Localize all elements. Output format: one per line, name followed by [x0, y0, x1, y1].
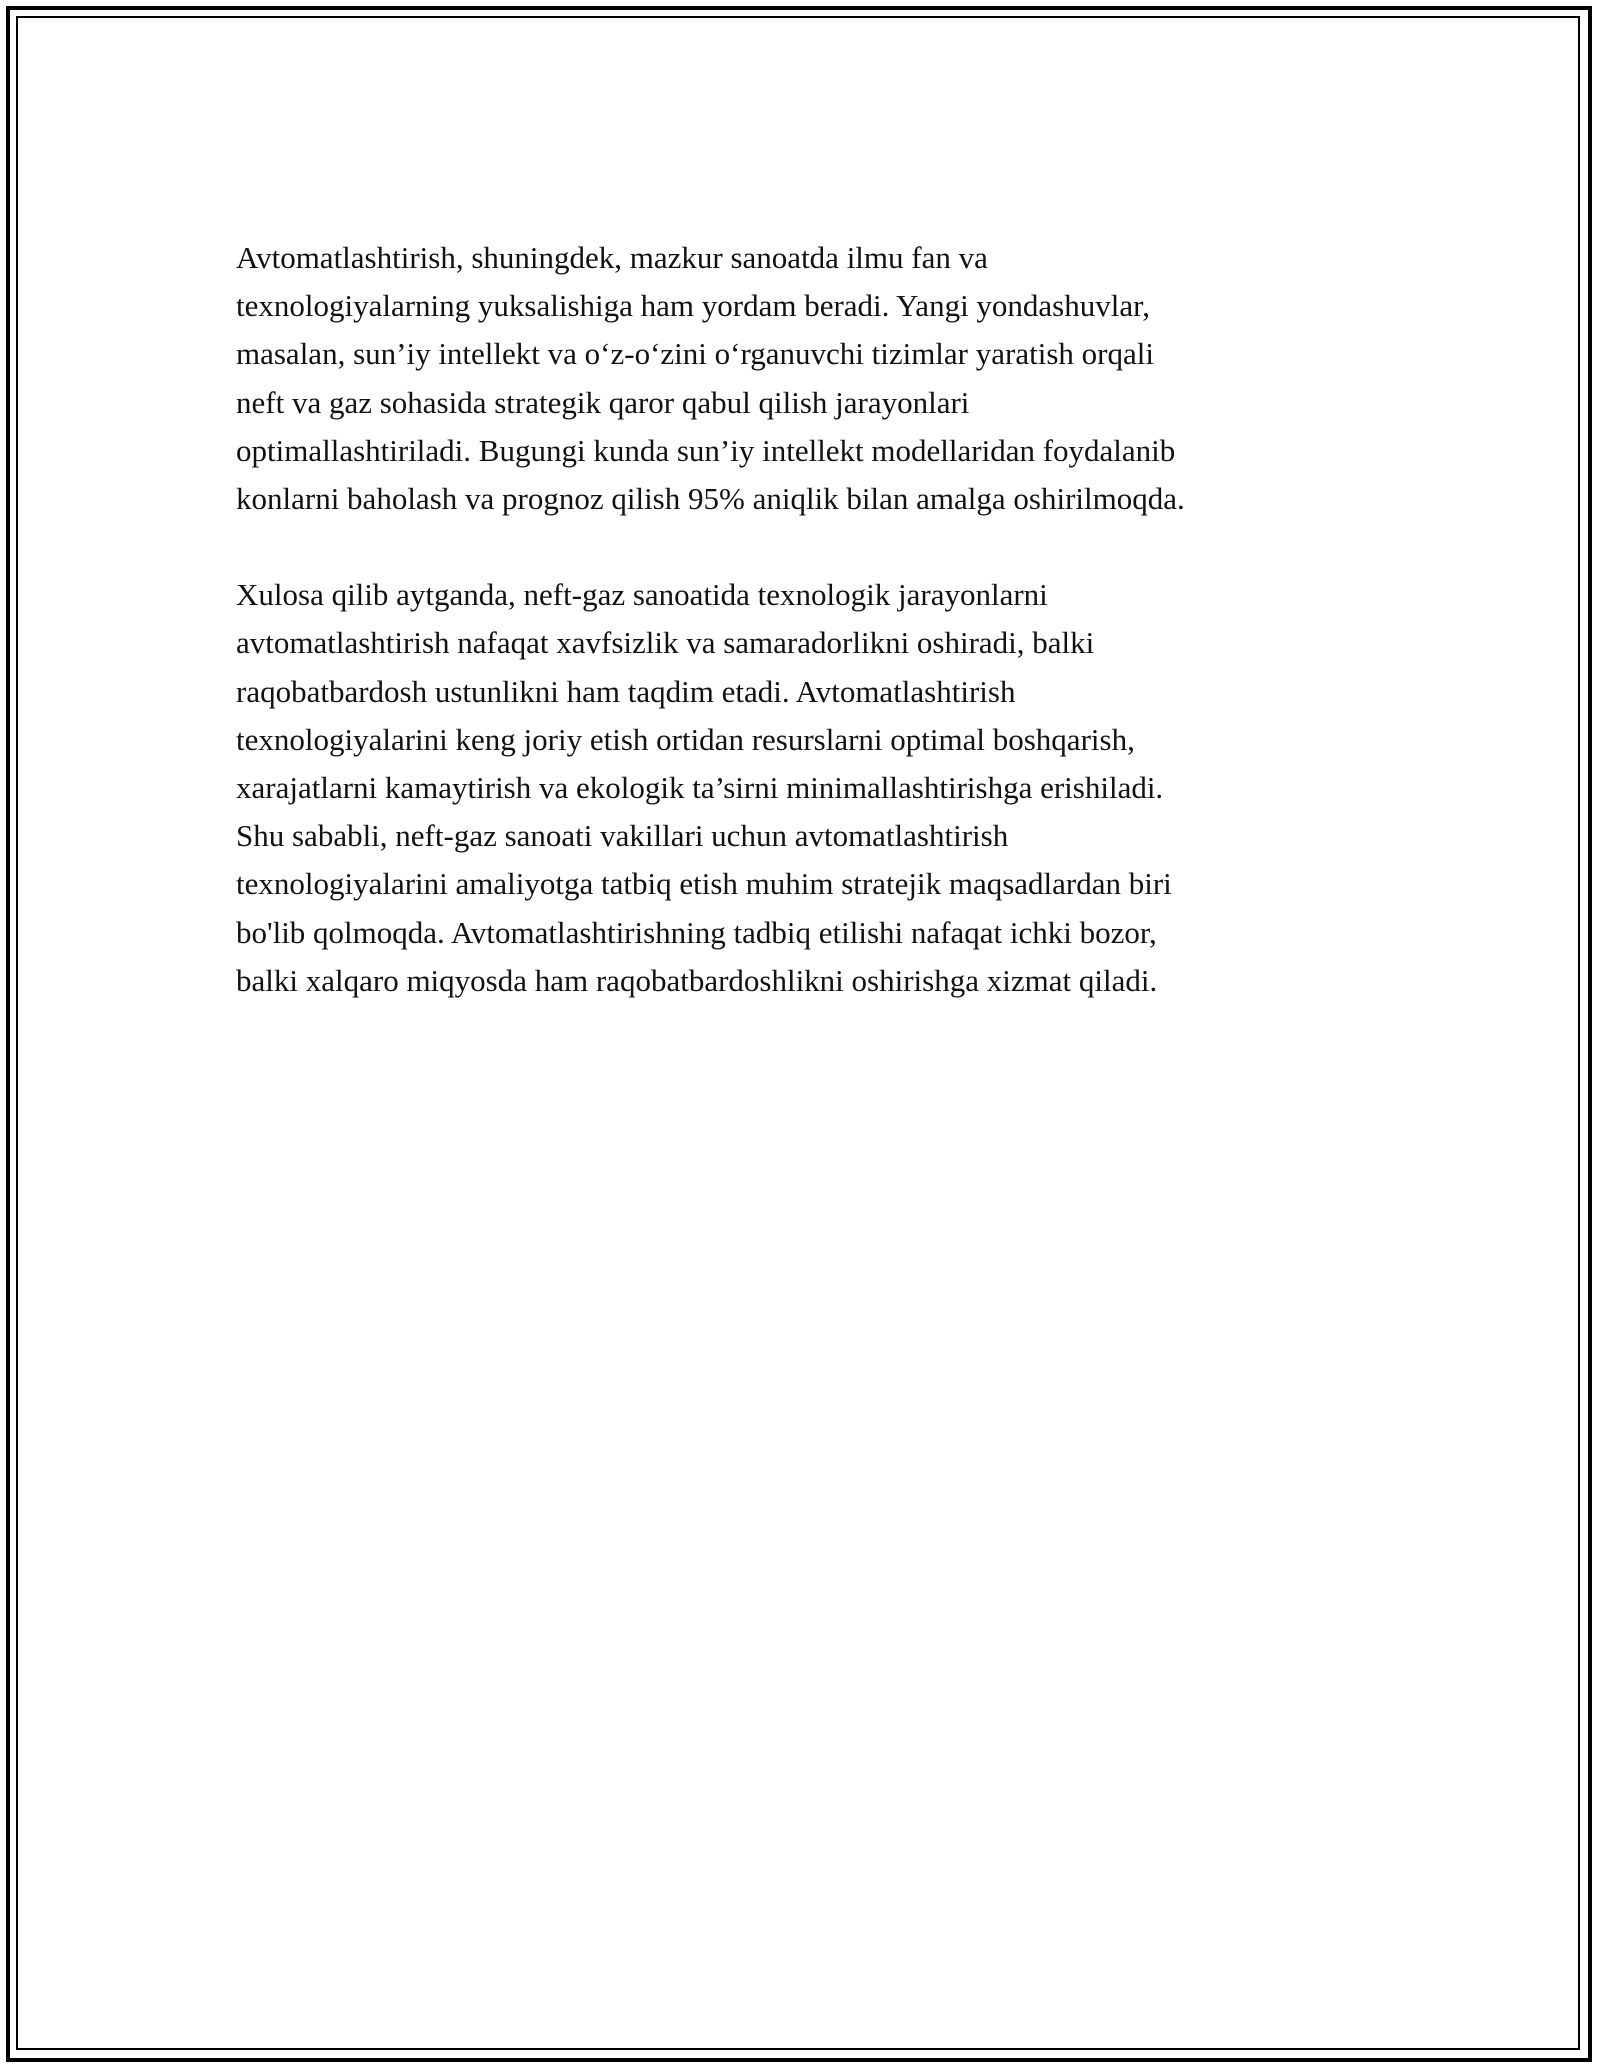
text-line: konlarni baholash va prognoz qilish 95% aniqlik bilan amalga oshirilmoqda.: [236, 481, 1185, 517]
document-body: [236, 234, 1376, 1005]
text-line: optimallashtiriladi. Bugungi kunda sun’iy intellekt modellaridan foydalanib: [236, 432, 1176, 468]
text-line: Shu sababli, neft-gaz sanoati vakillari uchun avtomatlashtirish: [236, 818, 1009, 854]
paragraph-2: [236, 571, 1376, 1005]
text-line: bo'lib qolmoqda. Avtomatlashtirishning tadbiq etilishi nafaqat ichki bozor,: [236, 914, 1157, 950]
text-line: xarajatlarni kamaytirish va ekologik ta’sirni minimallashtirishga erishiladi.: [236, 770, 1164, 806]
text-line: raqobatbardosh ustunlikni ham taqdim etadi. Avtomatlashtirish: [236, 673, 1016, 709]
text-line: Avtomatlashtirish, shuningdek, mazkur sanoatda ilmu fan va: [236, 240, 988, 275]
text-line: neft va gaz sohasida strategik qaror qabul qilish jarayonlari: [236, 384, 970, 420]
text-line: avtomatlashtirish nafaqat xavfsizlik va samaradorlikni oshiradi, balki: [236, 625, 1095, 661]
text-line: texnologiyalarini keng joriy etish ortidan resurslarni optimal boshqarish,: [236, 721, 1135, 757]
text-line: masalan, sun’iy intellekt va o‘z-o‘zini o‘rganuvchi tizimlar yaratish orqali: [236, 336, 1154, 372]
paragraph-1: [236, 234, 1376, 523]
text-line: texnologiyalarini amaliyotga tatbiq etish muhim stratejik maqsadlardan biri: [236, 866, 1172, 902]
paragraph-spacer: [236, 523, 1376, 571]
text-line: balki xalqaro miqyosda ham raqobatbardoshlikni oshirishga xizmat qiladi.: [236, 962, 1158, 998]
text-line: Xulosa qilib aytganda, neft-gaz sanoatida texnologik jarayonlarni: [236, 577, 1048, 613]
text-line: texnologiyalarning yuksalishiga ham yordam beradi. Yangi yondashuvlar,: [236, 288, 1150, 324]
